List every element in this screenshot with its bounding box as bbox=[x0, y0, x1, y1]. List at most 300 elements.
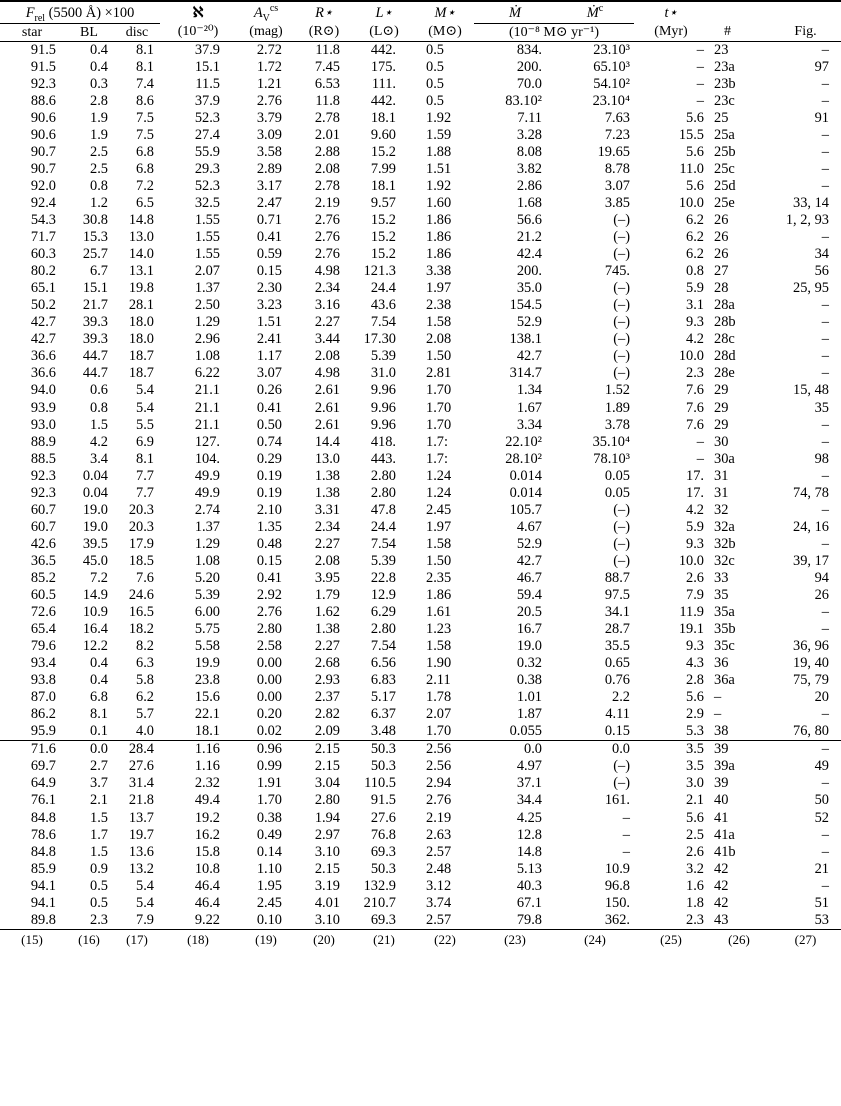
table-cell: 2.07 bbox=[194, 263, 220, 280]
table-cell: 1.70 bbox=[426, 382, 452, 399]
table-cell: 31 bbox=[714, 484, 729, 501]
table-cell: 41 bbox=[714, 809, 729, 826]
table-cell: 0.74 bbox=[256, 433, 282, 450]
table-cell: 2.30 bbox=[256, 280, 282, 297]
column-number: (22) bbox=[434, 932, 456, 948]
table-cell: 5.4 bbox=[136, 877, 154, 894]
table-cell: 0.29 bbox=[256, 450, 282, 467]
table-cell: 32b bbox=[714, 535, 736, 552]
table-cell: 1.97 bbox=[426, 280, 452, 297]
table-cell: 10.0 bbox=[678, 348, 704, 365]
table-cell: – bbox=[622, 843, 630, 860]
table-cell: 1.29 bbox=[194, 314, 220, 331]
table-cell: 1.37 bbox=[194, 518, 220, 535]
table-cell: 0.19 bbox=[256, 467, 282, 484]
table-cell: 5.3 bbox=[686, 723, 704, 740]
table-cell: 3.28 bbox=[516, 126, 542, 143]
table-cell: 71.6 bbox=[0, 741, 64, 759]
table-cell: 7.6 bbox=[686, 416, 704, 433]
table-cell: 2.08 bbox=[426, 331, 452, 348]
table-cell: 8.1 bbox=[136, 450, 154, 467]
table-cell: 90.7 bbox=[30, 160, 56, 177]
table-cell: 36.5 bbox=[30, 552, 56, 569]
table-cell: 0.96 bbox=[236, 741, 296, 759]
table-cell: 3.74 bbox=[426, 894, 452, 911]
table-row bbox=[0, 844, 841, 861]
table-cell: 1.94 bbox=[314, 809, 340, 826]
table-cell: 27 bbox=[714, 263, 729, 280]
table-cell: 2.74 bbox=[194, 501, 220, 518]
rstar-header: R⋆ bbox=[315, 5, 333, 21]
table-cell: 0.32 bbox=[516, 655, 542, 672]
table-cell: 14.0 bbox=[128, 246, 154, 263]
table-cell: 88.7 bbox=[604, 569, 630, 586]
table-row bbox=[0, 758, 841, 775]
table-cell: 84.8 bbox=[30, 843, 56, 860]
table-cell: 1.9 bbox=[90, 126, 108, 143]
table-cell: 9.22 bbox=[194, 911, 220, 928]
table-cell: 0.5 bbox=[426, 41, 444, 58]
table-cell: 7.9 bbox=[136, 911, 154, 928]
table-cell: 31 bbox=[714, 467, 729, 484]
table-cell: 7.7 bbox=[136, 484, 154, 501]
table-cell: 50.3 bbox=[352, 741, 416, 759]
table-cell: 5.39 bbox=[370, 552, 396, 569]
table-row bbox=[0, 536, 841, 553]
table-cell: 2.50 bbox=[194, 297, 220, 314]
table-cell: 2.15 bbox=[296, 741, 352, 759]
table-cell: 70.0 bbox=[516, 75, 542, 92]
table-cell: 67.1 bbox=[516, 894, 542, 911]
table-cell: 2.11 bbox=[426, 672, 451, 689]
table-cell: 2.41 bbox=[256, 331, 282, 348]
table-row bbox=[0, 314, 841, 331]
table-cell: 1.37 bbox=[194, 280, 220, 297]
table-cell: 93.4 bbox=[30, 655, 56, 672]
table-cell: 5.5 bbox=[136, 416, 154, 433]
table-cell: 8.1 bbox=[90, 706, 108, 723]
table-cell: 4.2 bbox=[686, 331, 704, 348]
table-cell: 15.2 bbox=[370, 143, 396, 160]
table-cell: 92.3 bbox=[30, 467, 56, 484]
table-cell: 52 bbox=[814, 809, 829, 826]
table-cell: 2.2 bbox=[612, 689, 630, 706]
table-cell: 1.7: bbox=[426, 450, 448, 467]
table-cell: 91.5 bbox=[30, 58, 56, 75]
lstar-header: L⋆ bbox=[375, 5, 393, 21]
table-cell: 1.58 bbox=[426, 638, 452, 655]
table-cell: 45.0 bbox=[82, 552, 108, 569]
table-cell: 21.1 bbox=[194, 416, 220, 433]
table-cell: 5.4 bbox=[136, 399, 154, 416]
table-cell: (–) bbox=[613, 552, 630, 569]
num-header: # bbox=[724, 24, 731, 40]
column-number: (17) bbox=[126, 932, 148, 948]
table-cell: 55.9 bbox=[194, 143, 220, 160]
table-cell: 43.6 bbox=[370, 297, 396, 314]
table-row bbox=[0, 706, 841, 723]
table-cell: 150. bbox=[604, 894, 630, 911]
table-cell: 0.71 bbox=[256, 211, 282, 228]
table-cell: – bbox=[821, 877, 829, 894]
table-cell: 14.8 bbox=[128, 211, 154, 228]
table-cell: 13.0 bbox=[314, 450, 340, 467]
table-cell: 26 bbox=[814, 587, 829, 604]
table-cell: 28b bbox=[714, 314, 736, 331]
table-cell: 2.80 bbox=[370, 484, 396, 501]
table-cell: 0.4 bbox=[90, 41, 108, 58]
table-cell: 104. bbox=[194, 450, 220, 467]
table-cell: 0.8 bbox=[686, 263, 704, 280]
table-cell: 3.09 bbox=[256, 126, 282, 143]
table-cell: 3.85 bbox=[604, 194, 630, 211]
table-cell: 2.92 bbox=[256, 587, 282, 604]
table-cell: 23b bbox=[714, 75, 736, 92]
table-cell: 95.9 bbox=[30, 723, 56, 740]
table-cell: 26 bbox=[714, 229, 729, 246]
table-cell: 52.9 bbox=[516, 314, 542, 331]
table-cell: 23.10⁴ bbox=[592, 92, 630, 109]
table-cell: 7.2 bbox=[136, 177, 154, 194]
table-cell: 91 bbox=[814, 109, 829, 126]
table-cell: – bbox=[821, 775, 829, 792]
table-cell: 11.5 bbox=[195, 75, 220, 92]
table-cell: 4.67 bbox=[516, 518, 542, 535]
table-cell: 0.00 bbox=[256, 689, 282, 706]
column-number: (18) bbox=[187, 932, 209, 948]
table-cell: 39, 17 bbox=[793, 552, 829, 569]
table-cell: 14.8 bbox=[516, 843, 542, 860]
table-cell: 0.4 bbox=[90, 655, 108, 672]
table-cell: – bbox=[696, 92, 704, 109]
table-body bbox=[0, 42, 841, 930]
table-cell: 1.29 bbox=[194, 535, 220, 552]
table-cell: (–) bbox=[613, 518, 630, 535]
table-cell: 0.10 bbox=[256, 911, 282, 928]
table-cell: 15.2 bbox=[370, 211, 396, 228]
table-cell: 27.4 bbox=[194, 126, 220, 143]
table-cell: 2.15 bbox=[314, 758, 340, 775]
table-cell: 0.38 bbox=[516, 672, 542, 689]
table-cell: 9.3 bbox=[686, 638, 704, 655]
table-cell: 4.01 bbox=[314, 894, 340, 911]
header-row-1 bbox=[0, 4, 841, 23]
table-cell: 6.00 bbox=[194, 604, 220, 621]
table-cell: 83.10² bbox=[505, 92, 542, 109]
table-cell: 6.56 bbox=[370, 655, 396, 672]
table-cell: 2.08 bbox=[314, 160, 340, 177]
table-cell: 92.4 bbox=[30, 194, 56, 211]
table-cell: 1.68 bbox=[516, 194, 542, 211]
table-cell: 5.7 bbox=[136, 706, 154, 723]
table-cell: – bbox=[821, 433, 829, 450]
table-cell: 2.56 bbox=[416, 741, 474, 759]
table-cell: 0.9 bbox=[90, 860, 108, 877]
table-cell: 20 bbox=[814, 689, 829, 706]
column-number: (20) bbox=[313, 932, 335, 948]
table-cell: 7.5 bbox=[136, 126, 154, 143]
table-row bbox=[0, 655, 841, 672]
mdotc-header: Ṁ$^c$ bbox=[586, 2, 604, 21]
table-row bbox=[0, 263, 841, 280]
table-cell: 27.6 bbox=[128, 758, 154, 775]
table-cell: 33 bbox=[714, 569, 729, 586]
table-cell: 19.65 bbox=[597, 143, 630, 160]
table-cell: 53 bbox=[814, 911, 829, 928]
table-cell: 1.55 bbox=[194, 211, 220, 228]
table-cell: 16.2 bbox=[194, 826, 220, 843]
table-row bbox=[0, 775, 841, 792]
table-cell: – bbox=[821, 92, 829, 109]
table-cell: 90.6 bbox=[30, 109, 56, 126]
table-cell: – bbox=[622, 809, 630, 826]
table-cell: 50.3 bbox=[370, 758, 396, 775]
table-cell: 16.7 bbox=[516, 621, 542, 638]
table-cell: 2.63 bbox=[426, 826, 452, 843]
table-cell: 11.8 bbox=[315, 92, 340, 109]
table-cell: 2.80 bbox=[256, 621, 282, 638]
table-cell: 24.6 bbox=[128, 587, 154, 604]
table-cell: 40.3 bbox=[516, 877, 542, 894]
table-cell: 5.75 bbox=[194, 621, 220, 638]
table-cell: – bbox=[821, 229, 829, 246]
table-cell: 2.34 bbox=[314, 518, 340, 535]
table-cell: 3.58 bbox=[256, 143, 282, 160]
table-cell: 79.8 bbox=[516, 911, 542, 928]
table-cell: 2.1 bbox=[686, 792, 704, 809]
table-cell: 26 bbox=[714, 211, 729, 228]
table-cell: 97 bbox=[814, 58, 829, 75]
table-cell: 15.1 bbox=[194, 58, 220, 75]
table-cell: 17.30 bbox=[363, 331, 396, 348]
table-cell: 29 bbox=[714, 399, 729, 416]
table-cell: 2.57 bbox=[426, 911, 452, 928]
table-cell: 7.23 bbox=[604, 126, 630, 143]
table-cell: 0.014 bbox=[509, 467, 542, 484]
table-cell: 42.7 bbox=[30, 314, 56, 331]
table-cell: 76.8 bbox=[370, 826, 396, 843]
table-cell: 2.80 bbox=[314, 792, 340, 809]
table-cell: 32c bbox=[714, 552, 735, 569]
mdot-unit: (10⁻⁸ M⊙ yr⁻¹) bbox=[474, 23, 634, 41]
table-cell: 13.2 bbox=[128, 860, 154, 877]
table-cell: 0.5 bbox=[90, 877, 108, 894]
table-cell: 2.80 bbox=[370, 467, 396, 484]
table-cell: 94.1 bbox=[30, 894, 56, 911]
table-cell: 88.5 bbox=[30, 450, 56, 467]
table-cell: 200. bbox=[516, 58, 542, 75]
table-cell: 2.19 bbox=[426, 809, 452, 826]
table-row bbox=[0, 912, 841, 930]
table-cell: 2.15 bbox=[314, 860, 340, 877]
col-bl: BL bbox=[80, 24, 98, 40]
table-cell: 0.65 bbox=[604, 655, 630, 672]
table-cell: 2.01 bbox=[314, 126, 340, 143]
table-cell: 50.2 bbox=[30, 297, 56, 314]
mstar-header: M⋆ bbox=[434, 5, 456, 21]
table-cell: 4.98 bbox=[314, 263, 340, 280]
table-cell: 90.6 bbox=[30, 126, 56, 143]
table-cell: 6.2 bbox=[136, 689, 154, 706]
table-cell: – bbox=[821, 177, 829, 194]
table-cell: 0.41 bbox=[256, 569, 282, 586]
table-cell: 25d bbox=[714, 177, 736, 194]
table-cell: 4.11 bbox=[605, 706, 630, 723]
table-cell: 23 bbox=[714, 41, 729, 58]
table-cell: 1.7 bbox=[90, 826, 108, 843]
table-cell: 78.6 bbox=[30, 826, 56, 843]
table-cell: 76.1 bbox=[30, 792, 56, 809]
table-cell: 15.8 bbox=[194, 843, 220, 860]
table-cell: – bbox=[821, 297, 829, 314]
table-cell: (–) bbox=[613, 535, 630, 552]
table-cell: 0.6 bbox=[90, 382, 108, 399]
table-cell: 2.9 bbox=[686, 706, 704, 723]
table-cell: 60.5 bbox=[30, 587, 56, 604]
table-cell: 6.22 bbox=[194, 365, 220, 382]
table-cell: – bbox=[821, 365, 829, 382]
table-cell: 19.7 bbox=[128, 826, 154, 843]
table-cell: (–) bbox=[613, 365, 630, 382]
table-cell: 84.8 bbox=[30, 809, 56, 826]
table-cell: 0.8 bbox=[90, 177, 108, 194]
table-cell: 1.55 bbox=[194, 229, 220, 246]
table-row bbox=[0, 502, 841, 519]
table-cell: 6.2 bbox=[686, 229, 704, 246]
table-cell: 2.6 bbox=[686, 843, 704, 860]
fig-header: Fig. bbox=[794, 24, 817, 40]
table-row bbox=[0, 519, 841, 536]
table-cell: 2.61 bbox=[314, 399, 340, 416]
table-cell: 1.52 bbox=[604, 382, 630, 399]
table-row bbox=[0, 110, 841, 127]
table-cell: 37.9 bbox=[194, 92, 220, 109]
table-cell: 6.3 bbox=[136, 655, 154, 672]
table-cell: 2.72 bbox=[256, 41, 282, 58]
table-cell: 21.2 bbox=[516, 229, 542, 246]
table-cell: 2.5 bbox=[90, 143, 108, 160]
table-cell: 2.3 bbox=[686, 911, 704, 928]
table-cell: 0.5 bbox=[426, 92, 444, 109]
table-cell: 2.76 bbox=[256, 92, 282, 109]
table-cell: 56 bbox=[814, 263, 829, 280]
table-cell: 2.09 bbox=[314, 723, 340, 740]
table-cell: 13.7 bbox=[128, 809, 154, 826]
table-row bbox=[0, 348, 841, 365]
table-cell: 2.32 bbox=[194, 775, 220, 792]
table-cell: 0.76 bbox=[604, 672, 630, 689]
table-cell: 2.27 bbox=[314, 314, 340, 331]
table-cell: 2.93 bbox=[314, 672, 340, 689]
table-cell: 0.3 bbox=[90, 75, 108, 92]
table-cell: 76, 80 bbox=[793, 723, 829, 740]
table-cell: 46.4 bbox=[194, 877, 220, 894]
table-cell: 0.05 bbox=[604, 467, 630, 484]
table-cell: 91.5 bbox=[30, 41, 56, 58]
table-cell: 23.10³ bbox=[593, 41, 630, 58]
table-cell: 3.95 bbox=[314, 569, 340, 586]
table-cell: 10.9 bbox=[82, 604, 108, 621]
table-cell: 1.16 bbox=[160, 741, 236, 759]
table-cell: 3.31 bbox=[314, 501, 340, 518]
table-cell: 10.0 bbox=[678, 552, 704, 569]
table-cell: 200. bbox=[516, 263, 542, 280]
table-cell: 127. bbox=[194, 433, 220, 450]
table-cell: 34 bbox=[814, 246, 829, 263]
table-cell: 1.38 bbox=[314, 484, 340, 501]
table-cell: 1.92 bbox=[426, 177, 452, 194]
table-cell: 41a bbox=[714, 826, 735, 843]
table-cell: 7.99 bbox=[370, 160, 396, 177]
table-cell: – bbox=[696, 450, 704, 467]
table-cell: 12.8 bbox=[516, 826, 542, 843]
table-cell: 0.26 bbox=[256, 382, 282, 399]
table-cell: 8.6 bbox=[136, 92, 154, 109]
table-cell: 36.6 bbox=[30, 348, 56, 365]
table-cell: 5.4 bbox=[136, 382, 154, 399]
table-row bbox=[0, 672, 841, 689]
table-row bbox=[0, 365, 841, 382]
table-cell: 5.58 bbox=[194, 638, 220, 655]
table-cell: 20.3 bbox=[128, 518, 154, 535]
table-cell: 4.3 bbox=[686, 655, 704, 672]
table-cell: 0.04 bbox=[82, 484, 108, 501]
table-cell: 5.4 bbox=[136, 894, 154, 911]
table-cell: 2.27 bbox=[314, 638, 340, 655]
table-cell: 5.13 bbox=[516, 860, 542, 877]
table-cell: 21.8 bbox=[128, 792, 154, 809]
table-row bbox=[0, 297, 841, 314]
table-cell: 30.8 bbox=[82, 211, 108, 228]
table-cell: 50.3 bbox=[370, 860, 396, 877]
column-number: (24) bbox=[584, 932, 606, 948]
table-cell: 1.97 bbox=[426, 518, 452, 535]
col-disc: disc bbox=[125, 24, 149, 40]
table-cell: 2.27 bbox=[314, 535, 340, 552]
table-cell: 19.0 bbox=[516, 638, 542, 655]
table-cell: 69.3 bbox=[370, 911, 396, 928]
table-cell: 4.98 bbox=[314, 365, 340, 382]
table-cell: – bbox=[696, 58, 704, 75]
table-cell: 10.9 bbox=[604, 860, 630, 877]
table-cell: 49.4 bbox=[194, 792, 220, 809]
table-cell: 3.38 bbox=[426, 263, 452, 280]
table-cell: 7.5 bbox=[136, 109, 154, 126]
table-cell: 0.00 bbox=[256, 672, 282, 689]
table-cell: 161. bbox=[604, 792, 630, 809]
table-cell: 1.50 bbox=[426, 348, 452, 365]
table-cell: 34.1 bbox=[604, 604, 630, 621]
table-cell: – bbox=[821, 501, 829, 518]
table-cell: 11.8 bbox=[315, 41, 340, 58]
table-cell: 1.70 bbox=[256, 792, 282, 809]
table-cell: 18.0 bbox=[128, 314, 154, 331]
table-cell: 110.5 bbox=[364, 775, 396, 792]
table-cell: 1.79 bbox=[314, 587, 340, 604]
table-cell: 1.38 bbox=[314, 467, 340, 484]
table-cell: 32.5 bbox=[194, 194, 220, 211]
table-cell: 2.37 bbox=[314, 689, 340, 706]
table-cell: 2.97 bbox=[314, 826, 340, 843]
table-cell: 72.6 bbox=[30, 604, 56, 621]
table-cell: 362. bbox=[604, 911, 630, 928]
table-row bbox=[0, 570, 841, 587]
table-cell: 91.5 bbox=[370, 792, 396, 809]
table-cell: 7.9 bbox=[686, 587, 704, 604]
table-cell: 138.1 bbox=[509, 331, 542, 348]
table-cell: 30 bbox=[714, 433, 729, 450]
table-row bbox=[0, 810, 841, 827]
